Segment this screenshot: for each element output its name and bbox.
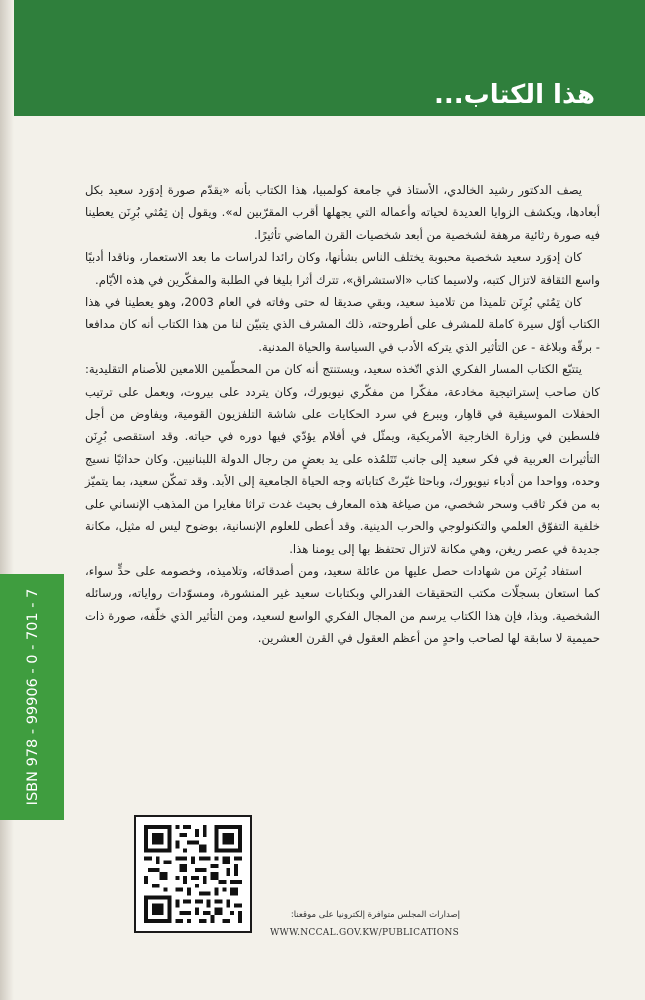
page-shadow xyxy=(0,0,14,1000)
qr-code[interactable] xyxy=(134,815,252,933)
isbn-number: ISBN 978 - 99906 - 0 - 701 - 7 xyxy=(25,588,41,806)
publications-url[interactable]: WWW.NCCAL.GOV.KW/PUBLICATIONS xyxy=(270,928,460,938)
paragraph-2: كان إدوَرد سعيد شخصية محبوبة يختلف الناس بشأنها، وكان رائدا لدراسات ما بعد الاستعمار، وناقدا أدبيًا واسع الثقافة لاتزال كتبه، ولاسيما كتاب «الاستشراق»، تترك أثرا بليغا في الطلبة والمفكّرين في هذه الأيّام. xyxy=(85,250,600,287)
paragraph-5: استفاد بُرِنَن من شهادات حصل عليها من عائلة سعيد، ومن أصدقائه، وتلاميذه، وخصومه على حدٍّ سواء، كما استعان بسجلّات مكتب التحقيقات الفدرالي وبكتابات سعيد غير المنشورة، ومسوّدات رواياته، ورسائله الشخصية. وبذا، فإن هذا الكتاب يرسم من المجال الفكري الواسع لسعيد، ومن التأثير الذي خلّفه، صورة ذات حميمية لا سابقة لها لصاحب واحدٍ من أعظم العقول في القرن العشرين. xyxy=(85,563,600,646)
paragraph-3: كان تِمُثي بُرِنَن تلميذا من تلاميذ سعيد، وبقي صديقا له حتى وفاته في العام 2003، وهو يعطينا في هذا الكتاب أوّل سيرة كاملة للمشرف على أطروحته، ذلك المشرف الذي يتبيّن لنا من هذا الكتاب أنه كان مدافعا - برقّة وبلاغة - عن التأثير الذي يتركه الأدب في السياسة والحياة المدنية. xyxy=(85,295,600,354)
paragraph-1: يصف الدكتور رشيد الخالدي، الأستاذ في جامعة كولمبيا، هذا الكتاب بأنه «يقدّم صورة إدوَرد سعيد بكل أبعادها، ويكشف الزوايا العديدة لحياته وأعماله التي يجهلها أقرب المقرّبين له». ويقول إن تِمُثي بُرِنَن يعطينا فيه صورة رثائية مرهفة لشخصية من أبعد شخصيات القرن الماضي تأثيرًا. xyxy=(85,183,600,242)
back-cover-text xyxy=(85,179,600,650)
header-title: هذا الكتاب... xyxy=(434,80,595,110)
paragraph-4: يتتبّع الكتاب المسار الفكري الذي اتّخذه سعيد، ويستنتج أنه كان من المحطّمين اللامعين للأصنام التقليدية: كان صاحب إستراتيجية مخادعة، مفكّرا من مفكّري نيويورك، وكان يتردد على بيروت، ويعمل على ترتيب الحفلات الموسيقية في قاهِار، ويبرع في سرد الحكايات على شاشة التلفزيون القومية، ويفاوض من أجل فلسطين في وزارة الخارجية الأمريكية، ويمثّل في أفلام يؤدّي فيها دوره في حياته. وقد استقصى بُرِنَن التأثيرات العربية في فكر سعيد إلى جانب تَتَلمُذه على يد بعضٍ من رجال الدولة اللبنانيين. وكان حداثيًا نسيج وحده، وواحدا من أدباء نيويورك، وباحثا غيّرتْ كتاباته وجه الحياة الجامعية إلى الأبد. وقد تمكّن سعيد، بما يتميّز به من فكر ثاقب وسحر شخصي، من صياغة هذه المعارف بحيث غدت تراثا مغايرا من المذهب الإنساني على خلفية التفوّق العلمي والتكنولوجي والحرب الدينية. وقد أعطى للعلوم الإنسانية، بوضوح ليس له مثيل، مكانة جديدة في عصر ريغن، وهي مكانة لاتزال تحتفظ بها إلى يومنا هذا. xyxy=(85,362,600,556)
publications-note: إصدارات المجلس متوافرة إلكترونيا على موقعنا: xyxy=(290,910,460,920)
qr-code-icon xyxy=(144,825,242,923)
